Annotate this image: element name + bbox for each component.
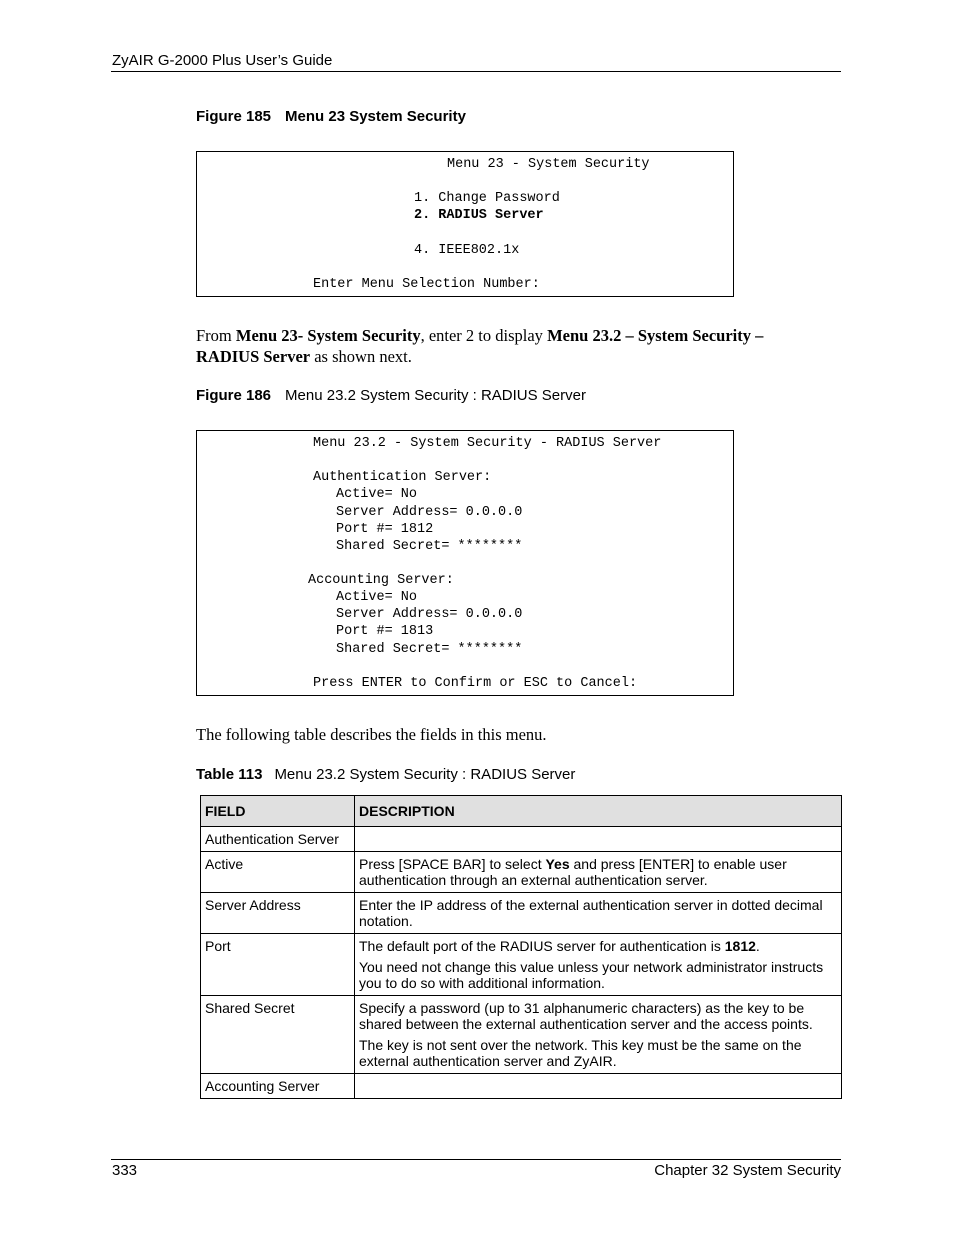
field-cell: Server Address xyxy=(201,893,355,934)
screen-line: Server Address= 0.0.0.0 xyxy=(336,505,523,520)
description-paragraph: The key is not sent over the network. This key must be the same on the external authentication server and ZyAIR. xyxy=(359,1037,802,1069)
figure-186-caption xyxy=(196,387,586,404)
text-run: From xyxy=(196,326,236,345)
table-row xyxy=(201,852,842,893)
column-header-description: DESCRIPTION xyxy=(355,796,842,827)
table-row xyxy=(201,996,842,1074)
screen-line: Menu 23.2 - System Security - RADIUS Server xyxy=(313,436,662,451)
figure-label: Figure 185 xyxy=(196,108,272,125)
table-row xyxy=(201,1074,842,1099)
description-cell xyxy=(355,996,842,1074)
field-cell: Port xyxy=(201,934,355,996)
field-cell: Shared Secret xyxy=(201,996,355,1074)
screen-line: Accounting Server: xyxy=(308,573,454,588)
screen-line: Active= No xyxy=(336,487,418,502)
table-113-caption xyxy=(196,766,575,783)
screen-line: Press ENTER to Confirm or ESC to Cancel: xyxy=(313,676,638,691)
screen-line: Shared Secret= ******** xyxy=(336,539,523,554)
screen-line: 4. IEEE802.1x xyxy=(414,243,520,258)
screen-line: Active= No xyxy=(336,590,418,605)
emphasis: 1812 xyxy=(724,938,756,954)
screen-line: Shared Secret= ******** xyxy=(336,642,523,657)
table-title: Menu 23.2 System Security : RADIUS Server xyxy=(274,766,576,783)
figure-186-screen xyxy=(196,430,734,696)
field-cell: Accounting Server xyxy=(201,1074,355,1099)
emphasis: Yes xyxy=(545,856,570,872)
figure-label: Figure 186 xyxy=(196,387,272,404)
table-label: Table 113 xyxy=(196,766,263,783)
text-run: , enter 2 to display xyxy=(420,326,548,345)
text-run: The default port of the RADIUS server for authentication is xyxy=(359,938,725,954)
screen-line: Port #= 1813 xyxy=(336,624,434,639)
description-cell: Enter the IP address of the external authentication server in dotted decimal notation. xyxy=(355,893,842,934)
text-run: Press [SPACE BAR] to select xyxy=(359,856,546,872)
screen-line: Enter Menu Selection Number: xyxy=(313,277,540,292)
intro-paragraph xyxy=(196,325,806,367)
text-run: . xyxy=(755,938,760,954)
description-cell xyxy=(355,827,842,852)
figure-title: Menu 23 System Security xyxy=(285,108,466,125)
description-paragraph: You need not change this value unless your network administrator instructs you to do so with additional information. xyxy=(359,959,824,991)
screen-line: Authentication Server: xyxy=(313,470,492,485)
field-cell: Active xyxy=(201,852,355,893)
screen-line: Port #= 1812 xyxy=(336,522,434,537)
page-number: 333 xyxy=(112,1162,138,1179)
field-cell: Authentication Server xyxy=(201,827,355,852)
menu-name: Menu 23.2 – System Security – RADIUS Server xyxy=(196,326,764,366)
description-cell xyxy=(355,852,842,893)
description-cell xyxy=(355,1074,842,1099)
running-header: ZyAIR G-2000 Plus User’s Guide xyxy=(112,52,333,69)
description-paragraph xyxy=(359,938,837,954)
table-row xyxy=(201,893,842,934)
screen-line: Server Address= 0.0.0.0 xyxy=(336,607,523,622)
header-divider xyxy=(111,71,841,72)
table-row xyxy=(201,934,842,996)
text-run: and press [ENTER] to enable user authentication through an external authentication server. xyxy=(359,856,787,888)
description-paragraph: Specify a password (up to 31 alphanumeric characters) as the key to be shared between the external authentication server and the access points. xyxy=(359,1000,813,1032)
figure-185-screen xyxy=(196,151,734,297)
field-description-table xyxy=(200,795,842,1099)
table-row xyxy=(201,827,842,852)
figure-title: Menu 23.2 System Security : RADIUS Server xyxy=(285,387,586,404)
footer-divider xyxy=(111,1159,841,1160)
column-header-field: FIELD xyxy=(201,796,355,827)
screen-line-selected: 2. RADIUS Server xyxy=(414,208,544,223)
description-cell xyxy=(355,934,842,996)
table-header-row xyxy=(201,796,842,827)
chapter-title: Chapter 32 System Security xyxy=(654,1162,841,1179)
screen-line: Menu 23 - System Security xyxy=(447,157,650,172)
text-run: as shown next. xyxy=(310,347,412,366)
figure-185-caption xyxy=(196,108,466,125)
screen-line: 1. Change Password xyxy=(414,191,560,206)
table-intro-paragraph: The following table describes the fields in this menu. xyxy=(196,725,547,744)
menu-name: Menu 23- System Security xyxy=(235,326,421,345)
